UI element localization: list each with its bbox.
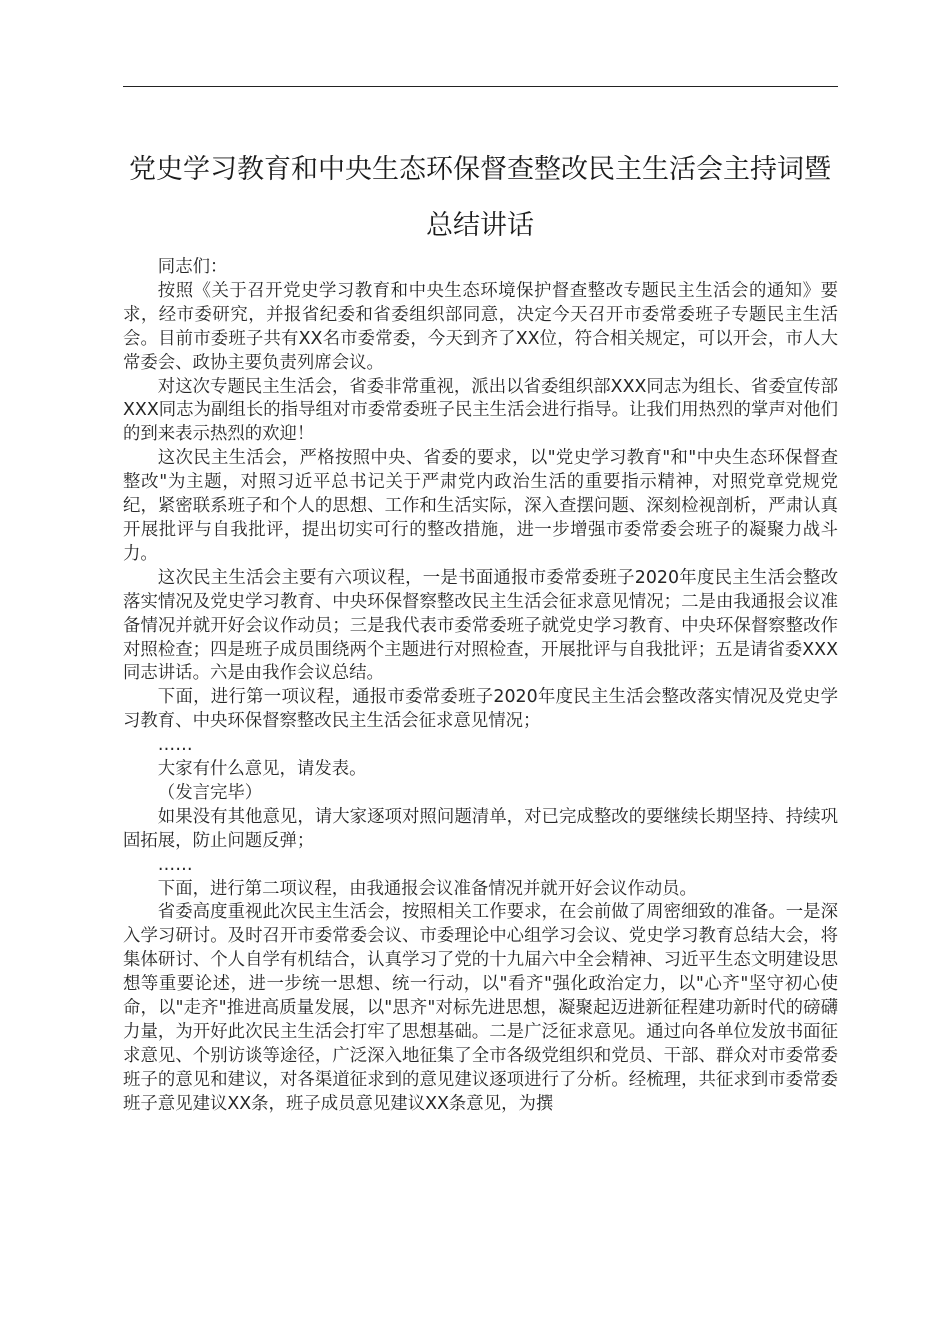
paragraph: 这次民主生活会主要有六项议程，一是书面通报市委常委班子2020年度民主生活会整改落实情况及党史学习教育、中央环保督察整改民主生活会征求意见情况；二是由我通报会议准备情况并就开好会议作动员；三是我代表市委常委班子就党史学习教育、中央环保督察整改作对照检查；四是班子成员围绕两个主题进行对照检查，开展批评与自我批评；五是请省委XXX同志讲话。六是由我作会议总结。 (123, 567, 838, 684)
salutation: 同志们： (157, 257, 228, 277)
page-title (110, 142, 850, 254)
ellipsis: …… (157, 854, 193, 875)
paragraph: （发言完毕） (157, 782, 263, 803)
paragraph: 对这次专题民主生活会，省委非常重视，派出以省委组织部XXX同志为组长、省委宣传部XXX同志为副组长的指导组对市委常委班子民主生活会进行指导。让我们用热烈的掌声对他们的到来表示热烈的欢迎！ (123, 376, 838, 445)
paragraph: 省委高度重视此次民主生活会，按照相关工作要求，在会前做了周密细致的准备。一是深入学习研讨。及时召开市委常委会议、市委理论中心组学习会议、党史学习教育总结大会，将集体研讨、个人自学有机结合，认真学习了党的十九届六中全会精神、习近平生态文明建设思想等重要论述，进一步统一思想、统一行动，以"看齐"强化政治定力，以"心齐"坚守初心使命，以"走齐"推进高质量发展，以"思齐"对标先进思想，凝聚起迈进新征程建功新时代的磅礴力量，为开好此次民主生活会打牢了思想基础。二是广泛征求意见。通过向各单位发放书面征求意见、个别访谈等途径，广泛深入地征集了全市各级党组织和党员、干部、群众对市委常委班子的意见和建议，对各渠道征求到的意见建议逐项进行了分析。经梳理，共征求到市委常委班子意见建议XX条，班子成员意见建议XX条意见，为撰 (123, 902, 838, 1114)
ellipsis: …… (157, 735, 193, 756)
paragraph: 这次民主生活会，严格按照中央、省委的要求，以"党史学习教育"和"中央生态环保督查整改"为主题，对照习近平总书记关于严肃党内政治生活的重要指示精神，对照党章党规党纪，紧密联系班子和个人的思想、工作和生活实际，深入查摆问题、深刻检视剖析，严肃认真开展批评与自我批评，提出切实可行的整改措施，进一步增强市委常委会班子的凝聚力战斗力。 (123, 448, 838, 564)
paragraph: 按照《关于召开党史学习教育和中央生态环境保护督查整改专题民主生活会的通知》要求，经市委研究，并报省纪委和省委组织部同意，决定今天召开市委常委班子专题民主生活会。目前市委班子共有XX名市委常委，今天到齐了XX位，符合相关规定，可以开会，市人大常委会、政协主要负责列席会议。 (123, 280, 838, 373)
title-line-2: 总结讲话 (426, 210, 534, 241)
paragraph: 下面，进行第一项议程，通报市委常委班子2020年度民主生活会整改落实情况及党史学习教育、中央环保督察整改民主生活会征求意见情况； (123, 687, 838, 732)
header-rule (123, 86, 838, 87)
document-body (123, 256, 838, 1117)
paragraph: 大家有什么意见，请发表。 (157, 759, 367, 780)
paragraph: 如果没有其他意见，请大家逐项对照问题清单，对已完成整改的要继续长期坚持、持续巩固拓展，防止问题反弹； (123, 806, 838, 851)
paragraph: 下面，进行第二项议程，由我通报会议准备情况并就开好会议作动员。 (157, 878, 697, 899)
title-line-1: 党史学习教育和中央生态环保督查整改民主生活会主持词暨 (129, 154, 831, 185)
